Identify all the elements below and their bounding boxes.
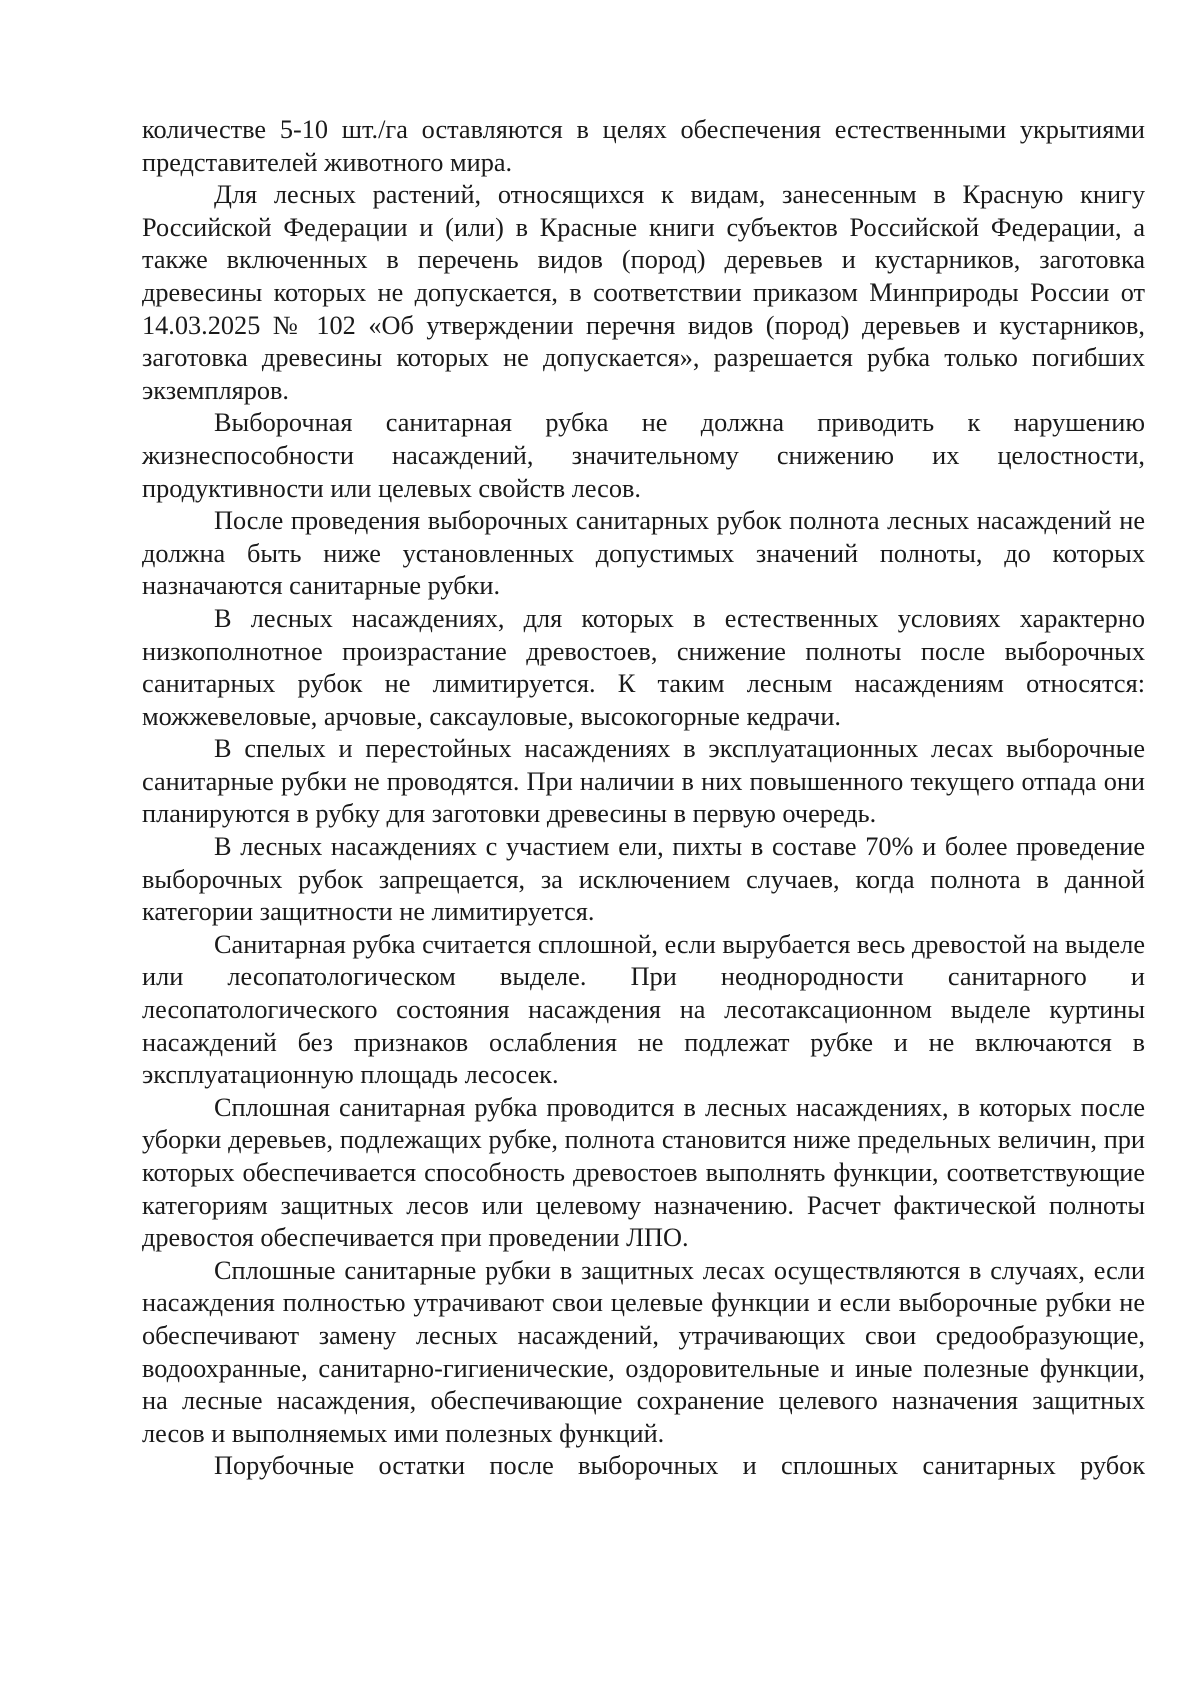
paragraph-protective-forests: Сплошные санитарные рубки в защитных лесах осуществляются в случаях, если насаждения полностью утрачивают свои целевые функции и если выборочные рубки не обеспечивают замену лесных насаждений, утрачивающих свои средообразующие, водоохранные, санитарно-гигиенические, оздоровительные и иные полезные функции, на лесные насаждения, обеспечивающие сохранение целевого назначения защитных лесов и выполняемых ими полезных функций. — [142, 1255, 1145, 1448]
document-page — [142, 114, 1145, 1483]
paragraph-density-after-cutting: После проведения выборочных санитарных рубок полнота лесных насаждений не должна быть ниже установленных допустимых значений полноты, до которых назначаются санитарные рубки. — [142, 506, 1145, 601]
paragraph-selective-viability: Выборочная санитарная рубка не должна приводить к нарушению жизнеспособности насаждений, значительному снижению их целостности, продуктивности или целевых свойств лесов. — [142, 408, 1145, 503]
paragraph-clear-cut-definition: Санитарная рубка считается сплошной, если вырубается весь древостой на выделе или лесопатологическом выделе. При неоднородности санитарного и лесопатологического состояния насаждения на лесотаксационном выделе куртины насаждений без признаков ослабления не подлежат рубке и не включаются в эксплуатационную площадь лесосек. — [142, 929, 1145, 1090]
paragraph-logging-residues: Порубочные остатки после выборочных и сплошных санитарных рубок — [214, 1451, 1145, 1481]
paragraph-continued: количестве 5-10 шт./га оставляются в целях обеспечения естественными укрытиями представителей животного мира. — [142, 115, 1145, 177]
paragraph-clear-cut-conditions: Сплошная санитарная рубка проводится в лесных насаждениях, в которых после уборки деревьев, подлежащих рубке, полнота становится ниже предельных величин, при которых обеспечивается способность древостоев выполнять функции, соответствующие категориям защитных лесов или целевому назначению. Расчет фактической полноты древостоя обеспечивается при проведении ЛПО. — [142, 1092, 1145, 1253]
paragraph-low-density-stands: В лесных насаждениях, для которых в естественных условиях характерно низкополнотное произрастание древостоев, снижение полноты после выборочных санитарных рубок не лимитируется. К таким лесным насаждениям относятся: можжевеловые, арчовые, саксауловые, высокогорные кедрачи. — [142, 603, 1145, 731]
paragraph-red-book: Для лесных растений, относящихся к видам, занесенным в Красную книгу Российской Федерации и (или) в Красные книги субъектов Российской Федерации, а также включенных в перечень видов (пород) деревьев и кустарников, заготовка древесины которых не допускается, в соответствии приказом Минприроды России от 14.03.2025 № 102 «Об утверждении перечня видов (пород) деревьев и кустарников, заготовка древесины которых не допускается», разрешается рубка только погибших экземпляров. — [142, 180, 1145, 405]
paragraph-spruce-fir: В лесных насаждениях с участием ели, пихты в составе 70% и более проведение выборочных рубок запрещается, за исключением случаев, когда полнота в данной категории защитности не лимитируется. — [142, 832, 1145, 927]
paragraph-mature-stands: В спелых и перестойных насаждениях в эксплуатационных лесах выборочные санитарные рубки не проводятся. При наличии в них повышенного текущего отпада они планируются в рубку для заготовки древесины в первую очередь. — [142, 734, 1145, 829]
